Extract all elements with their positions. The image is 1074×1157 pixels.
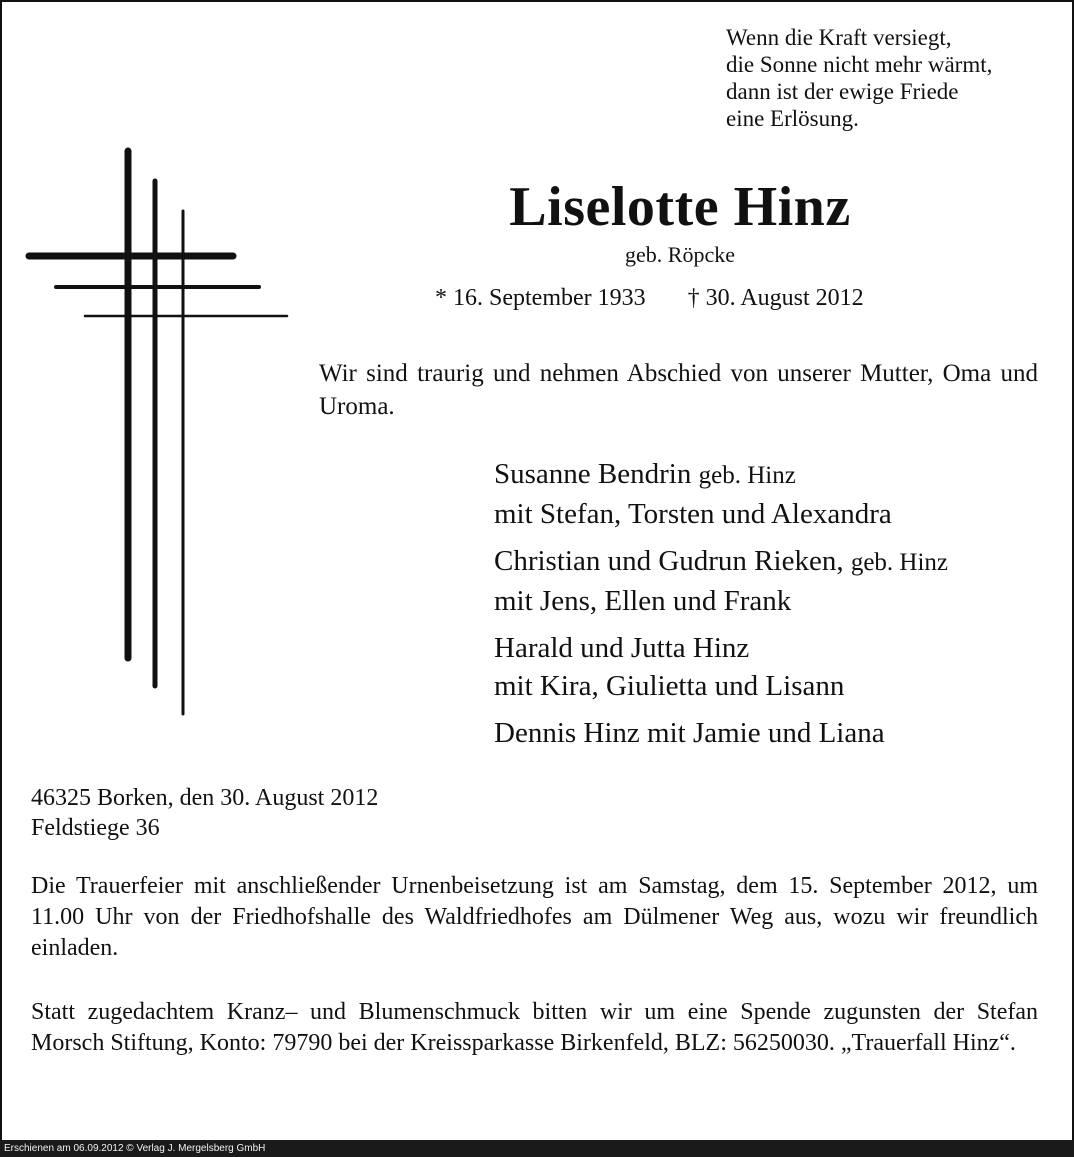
intro-text: Wir sind traurig und nehmen Abschied von unserer Mutter, Oma und Uroma. xyxy=(319,360,1038,420)
mourner-suffix: geb. Hinz xyxy=(698,462,796,489)
place-date: 46325 Borken, den 30. August 2012 xyxy=(31,785,379,811)
street-address: Feldstiege 36 xyxy=(31,815,160,841)
mourner-name: Christian und Gudrun Rieken, xyxy=(494,545,844,577)
donation-notice: Statt zugedachtem Kranz– und Blumenschmuck bitten wir um eine Spende zugunsten der Stefan Morsch Stiftung, Konto: 79790 bei der Kreissparkasse Birkenfeld, BLZ: 56250030. „Trauerfall Hinz“. xyxy=(31,999,1038,1056)
life-dates xyxy=(435,283,864,313)
mourner-children: mit Kira, Giulietta und Lisann xyxy=(494,670,845,702)
mourner-line xyxy=(494,542,948,582)
mourner-name: Dennis Hinz mit Jamie und Liana xyxy=(494,717,885,749)
mourner-group xyxy=(494,629,948,705)
poem-line: eine Erlösung. xyxy=(726,106,859,131)
publication-footer: Erschienen am 06.09.2012 © Verlag J. Mergelsberg GmbH xyxy=(0,1140,1074,1157)
birth-date: * 16. September 1933 xyxy=(435,285,646,311)
mourner-name: Harald und Jutta Hinz xyxy=(494,632,750,664)
funeral-notice: Die Trauerfeier mit anschließender Urnenbeisetzung ist am Samstag, dem 15. September 2012, um 11.00 Uhr von der Friedhofshalle des Waldfriedhofes am Dülmener Weg aus, wozu wir freundlich einladen. xyxy=(31,873,1038,961)
poem xyxy=(726,24,992,132)
death-date: † 30. August 2012 xyxy=(687,285,864,311)
mourner-children: mit Jens, Ellen und Frank xyxy=(494,585,792,617)
mourner-line xyxy=(494,455,948,495)
place-and-address xyxy=(31,783,378,843)
mourner-group xyxy=(494,455,948,533)
poem-line: dann ist der ewige Friede xyxy=(726,79,959,104)
maiden-name: geb. Röpcke xyxy=(625,242,735,267)
mourner-group xyxy=(494,714,948,752)
poem-line: Wenn die Kraft versiegt, xyxy=(726,25,952,50)
mourners-list xyxy=(494,455,948,761)
poem-line: die Sonne nicht mehr wärmt, xyxy=(726,52,993,77)
mourner-name: Susanne Bendrin xyxy=(494,458,692,490)
mourner-children: mit Stefan, Torsten und Alexandra xyxy=(494,498,892,530)
deceased-name: Liselotte Hinz xyxy=(509,176,851,238)
mourner-suffix: geb. Hinz xyxy=(850,549,949,576)
triple-cross-icon xyxy=(0,0,300,740)
mourner-group xyxy=(494,542,948,620)
